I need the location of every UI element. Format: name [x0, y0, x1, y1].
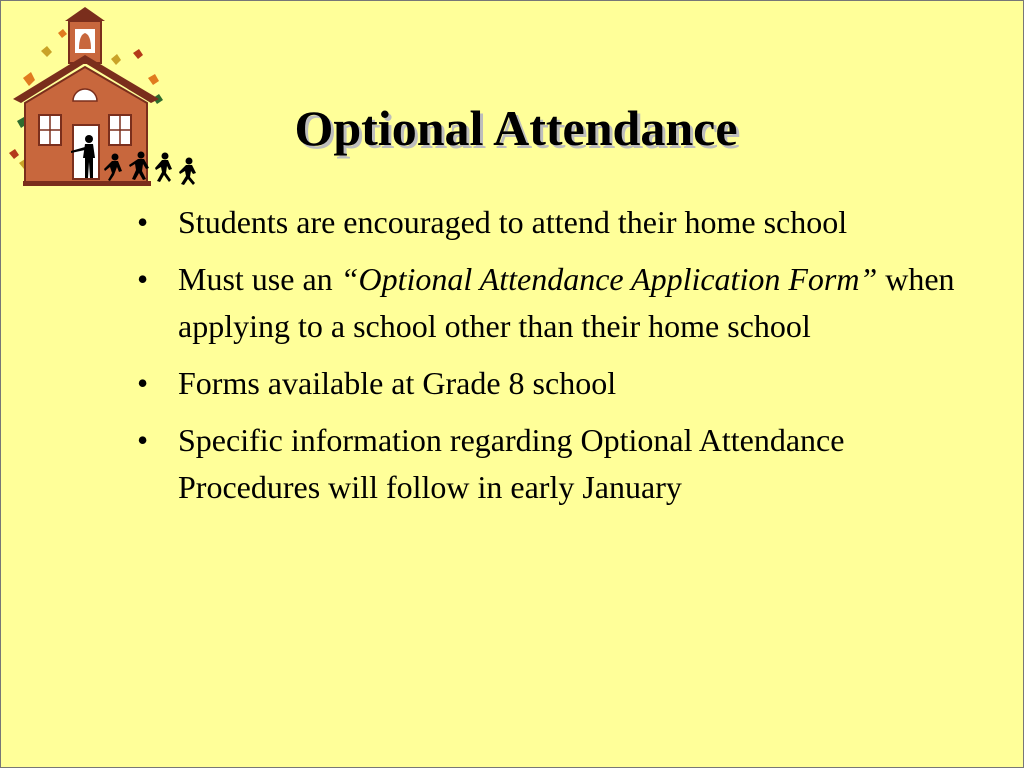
schoolhouse-icon [3, 3, 208, 188]
bullet-item [137, 417, 987, 511]
bullet-text: Specific information regarding Optional Attendance Procedures will follow in early January [178, 422, 845, 505]
bullet-marker: • [137, 204, 149, 240]
bullet-text: Students are encouraged to attend their home school [178, 204, 848, 240]
bullet-item [137, 256, 987, 350]
bullet-item [137, 199, 987, 246]
bullet-item [137, 360, 987, 407]
bullet-list [137, 199, 987, 521]
bullet-marker: • [137, 365, 149, 401]
bullet-text: Forms available at Grade 8 school [178, 365, 617, 401]
slide-title: Optional Attendance [294, 100, 738, 156]
bullet-text: Must use an [178, 261, 341, 297]
form-name-italic: “Optional Attendance Application Form” [340, 261, 878, 297]
bullet-text: when applying to a school other than their home school [178, 261, 955, 344]
bullet-marker: • [137, 422, 149, 458]
bullet-marker: • [137, 261, 149, 297]
